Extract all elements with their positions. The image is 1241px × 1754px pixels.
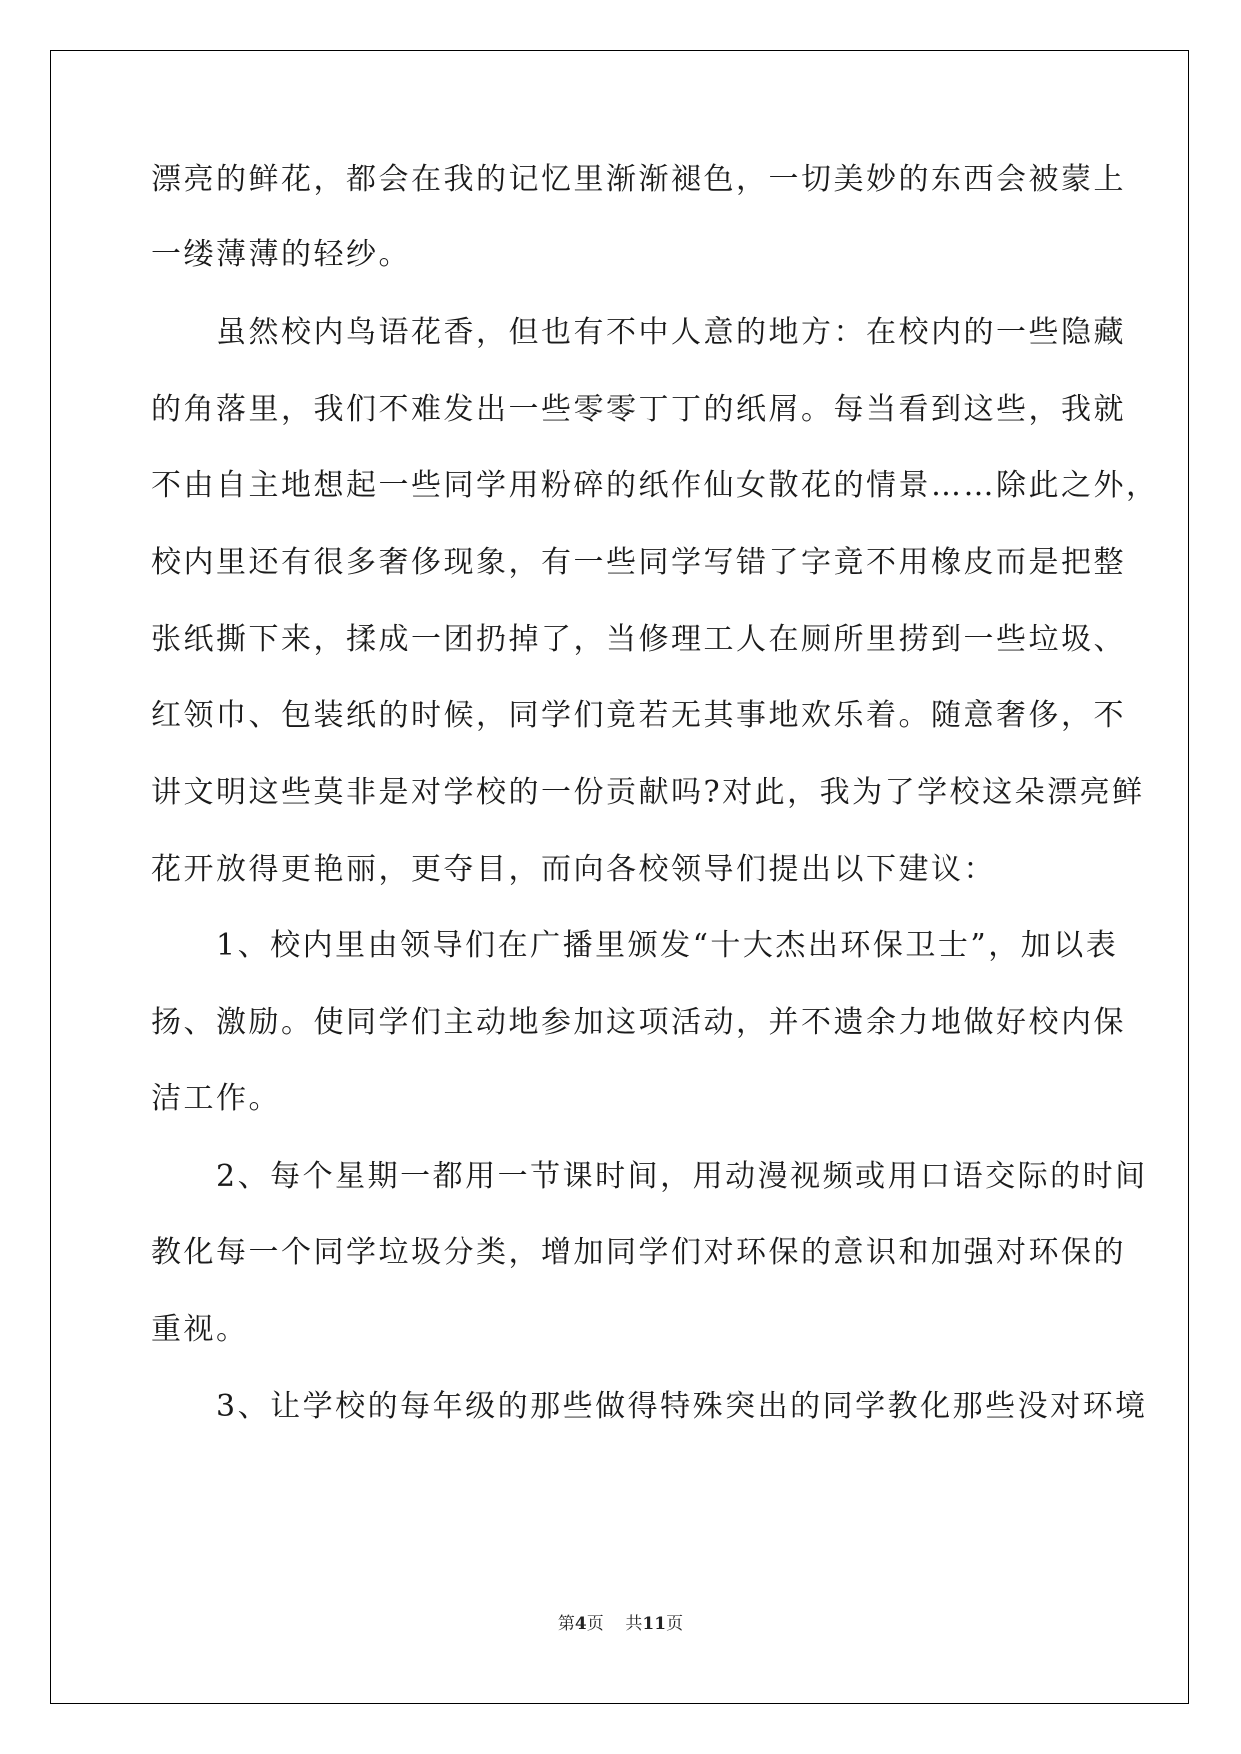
text-line: 校内里还有很多奢侈现象，有一些同学写错了字竟不用橡皮而是把整	[151, 545, 1126, 580]
page-number: 4	[574, 1614, 587, 1634]
text-line: 3、让学校的每年级的那些做得特殊突出的同学教化那些没对环境	[151, 1389, 1148, 1424]
text-line: 张纸撕下来，揉成一团扔掉了，当修理工人在厕所里捞到一些垃圾、	[151, 622, 1126, 657]
text-line: 讲文明这些莫非是对学校的一份贡献吗?对此，我为了学校这朵漂亮鲜	[151, 775, 1145, 810]
text-line: 漂亮的鲜花，都会在我的记忆里渐渐褪色，一切美妙的东西会被蒙上	[151, 162, 1126, 197]
total-suffix: 页	[666, 1614, 684, 1634]
text-line: 重视。	[151, 1312, 249, 1347]
text-line: 洁工作。	[151, 1081, 281, 1116]
text-line: 教化每一个同学垃圾分类，增加同学们对环保的意识和加强对环保的	[151, 1235, 1126, 1270]
text-line: 1、校内里由领导们在广播里颁发“十大杰出环保卫士”，加以表	[151, 928, 1119, 963]
text-line: 的角落里，我们不难发出一些零零丁丁的纸屑。每当看到这些，我就	[151, 392, 1126, 427]
text-line: 红领巾、包装纸的时候，同学们竟若无其事地欢乐着。随意奢侈，不	[151, 698, 1126, 733]
text-line: 扬、激励。使同学们主动地参加这项活动，并不遗余力地做好校内保	[151, 1005, 1126, 1040]
total-pages: 11	[642, 1614, 667, 1634]
page-suffix: 页	[586, 1614, 604, 1634]
page-footer	[0, 1609, 1241, 1634]
text-line: 不由自主地想起一些同学用粉碎的纸作仙女散花的情景……除此之外，	[151, 468, 1159, 503]
page-prefix: 第	[557, 1614, 575, 1634]
text-line: 2、每个星期一都用一节课时间，用动漫视频或用口语交际的时间	[151, 1159, 1148, 1194]
text-line: 虽然校内鸟语花香，但也有不中人意的地方：在校内的一些隐藏	[151, 315, 1126, 350]
total-prefix: 共	[625, 1614, 643, 1634]
text-line: 花开放得更艳丽，更夺目，而向各校领导们提出以下建议：	[151, 852, 996, 887]
text-line: 一缕薄薄的轻纱。	[151, 237, 411, 272]
